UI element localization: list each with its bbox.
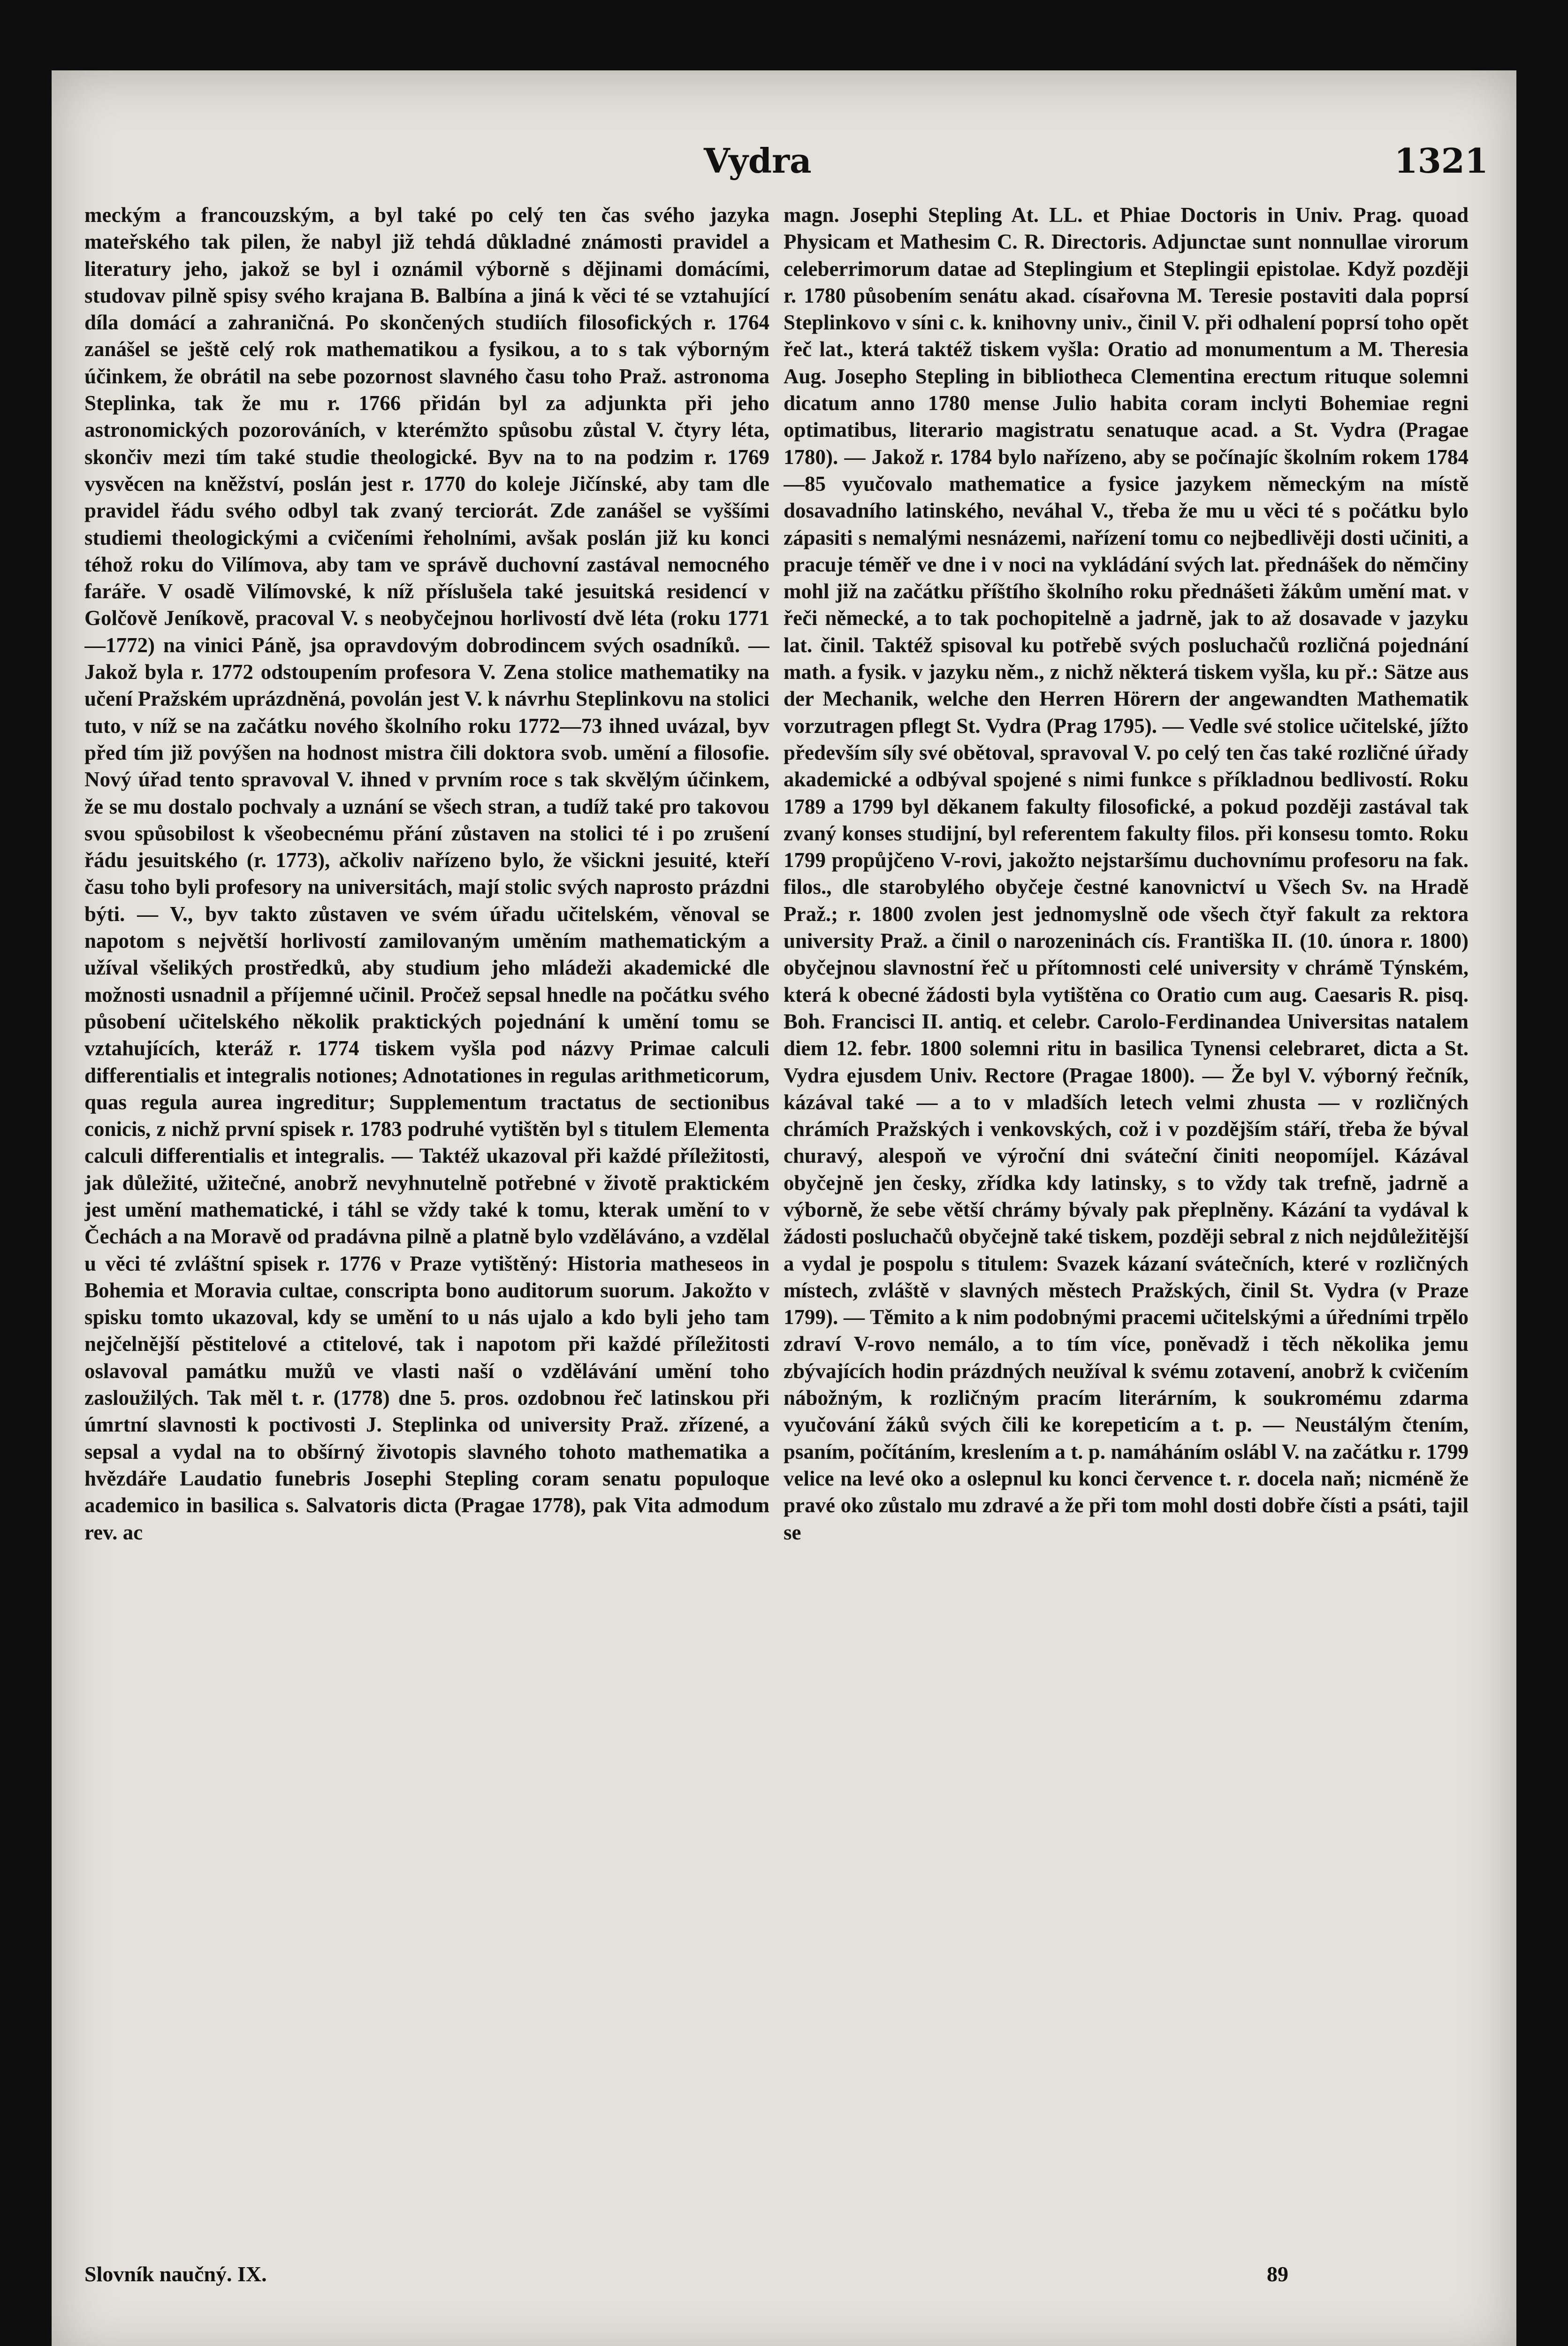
page-number: 1321 bbox=[1394, 141, 1488, 181]
printer-signature: Slovník naučný. IX. bbox=[84, 2262, 267, 2286]
running-title: Vydra bbox=[704, 141, 812, 181]
book-page bbox=[52, 70, 1516, 2346]
page-footer bbox=[84, 2262, 1488, 2299]
sheet-mark: 89 bbox=[1267, 2262, 1288, 2286]
page-header bbox=[52, 141, 1516, 192]
left-column bbox=[84, 202, 769, 2257]
left-column-text: meckým a francouzským, a byl také po celý ten čas svého jazyka mateřského tak pilen, že nabyl již tehdá důkladné známosti pravidel a literatury jeho, jakož se byl i oznámil výborně s dějinami domácími, studovav pilně spisy svého krajana B. Balbína a jiná k věci té se vztahující díla domácí a zahraničná. Po skončených studiích filosofických r. 1764 zanášel se ještě celý rok mathematikou a fysikou, a to s tak výborným účinkem, že obrátil na sebe pozornost slavného času toho Praž. astronoma Steplinka, tak že mu r. 1766 přidán byl za adjunkta při jeho astronomických pozorováních, v kterémžto spůsobu zůstal V. čtyry léta, skončiv mezi tím také studie theologické. Byv na to na podzim r. 1769 vysvěcen na kněžství, poslán jest r. 1770 do koleje Jičínské, aby tam dle pravidel řádu svého odbyl tak zvaný terciorát. Zde zanášel se vyššími studiemi theologickými a cvičeními řeholními, avšak poslán již ku konci téhož roku do Vilímova, aby tam ve správě duchovní zastával nemocného faráře. V osadě Vilímovské, k níž příslušela také jesuitská residencí v Golčově Jeníkově, pracoval V. s neobyčejnou horlivostí dvě léta (roku 1771—1772) na vinici Páně, jsa opravdovým dobrodincem svých osadníků. — Jakož byla r. 1772 odstoupením profesora V. Zena stolice mathematiky na učení Pražském uprázdněná, povolán jest V. k návrhu Steplinkovu na stolici tuto, v níž se na začátku nového školního roku 1772—73 ihned uvázal, byv před tím již povýšen na hodnost mistra čili doktora svob. umění a filosofie. Nový úřad tento spravoval V. ihned v prvním roce s tak skvělým účinkem, že se mu dostalo pochvaly a uznání se všech stran, a tudíž také pro takovou svou spůsobilost k všeobecnému přání zůstaven na stolici té i po zrušení řádu jesuitského (r. 1773), ačkoliv nařízeno bylo, že všickni jesuité, kteří času toho byli profesory na universitách, mají stolic svých naprosto prázdni býti. — V., byv takto zůstaven ve svém úřadu učitelském, věnoval se napotom s největší horlivostí zamilovaným uměním mathematickým a užíval všelikých prostředků, aby studium jeho mládeži akademické dle možnosti usnadnil a příjemné učinil. Pročež sepsal hnedle na počátku svého působení učitelského několik praktických pojednání k umění tomu se vztahujících, kteráž r. 1774 tiskem vyšla pod názvy Primae calculi differentialis et integralis notiones; Adnotationes in regulas arithmeticorum, quas regula aurea ingreditur; Supplementum tractatus de sectionibus conicis, z nichž první spisek r. 1783 podruhé vytištěn byl s titulem Elementa calculi differentialis et integralis. — Taktéž ukazoval při každé příležitosti, jak důležité, užitečné, anobrž nevyhnutelně potřebné v životě praktickém jest umění mathematické, i táhl se vždy také k tomu, kterak umění to v Čechách a na Moravě od pradávna pilně a platně bylo vzděláváno, a vzdělal u věci té zvláštní spisek r. 1776 v Praze vytištěný: Historia matheseos in Bohemia et Moravia cultae, conscripta bono auditorum suorum. Jakožto v spisku tomto ukazoval, kdy se umění to u nás ujalo a kdo byli jeho tam nejčelnější pěstitelové a ctitelové, tak i napotom při každé příležitosti oslavoval památku mužů ve vlasti naší o vzdělávání umění toho zasloužilých. Tak měl t. r. (1778) dne 5. pros. ozdobnou řeč latinskou při úmrtní slavnosti k poctivosti J. Steplinka od university Praž. zřízené, a sepsal a vydal na to obšírný životopis slavného tohoto mathematika a hvězdáře Laudatio funebris Josephi Stepling coram senatu populoque academico in basilica s. Salvatoris dicta (Pragae 1778), pak Vita admodum rev. ac bbox=[84, 203, 769, 1544]
right-column bbox=[784, 202, 1469, 2257]
right-column-text: magn. Josephi Stepling At. LL. et Phiae Doctoris in Univ. Prag. quoad Physicam et Mathesim C. R. Directoris. Adjunctae sunt nonnullae virorum celeberrimorum datae ad Steplingium et Steplingii epistolae. Když později r. 1780 působením senátu akad. císařovna M. Teresie postaviti dala poprsí Steplinkovo v síni c. k. knihovny univ., činil V. při odhalení poprsí toho opět řeč lat., která taktéž tiskem vyšla: Oratio ad monumentum a M. Theresia Aug. Josepho Stepling in bibliotheca Clementina erectum rituque solemni dicatum anno 1780 mense Julio habita coram inclyti Bohemiae regni optimatibus, literario magistratu senatuque acad. a St. Vydra (Pragae 1780). — Jakož r. 1784 bylo nařízeno, aby se počínajíc školním rokem 1784—85 vyučovalo mathematice a fysice jazykem německým na místě dosavadního latinského, neváhal V., třeba že mu u věci té s počátku bylo zápasiti s nemalými nesnázemi, nařízení tomu co nejbedlivěji dosti učiniti, a pracuje téměř ve dne i v noci na vykládání svých lat. přednášek do němčiny mohl již na začátku příštího školního roku přednášeti žákům umění mat. v řeči německé, a to tak pochopitelně a jadrně, jak to až dosavade v jazyku lat. činil. Taktéž spisoval ku potřebě svých posluchačů rozličná pojednání math. a fysik. v jazyku něm., z nichž některá tiskem vyšla, ku př.: Sätze aus der Mechanik, welche den Herren Hörern der angewandten Mathematik vorzutragen pflegt St. Vydra (Prag 1795). — Vedle své stolice učitelské, jížto především síly své obětoval, spravoval V. po celý ten čas také rozličné úřady akademické a odbýval spojené s nimi funkce s příkladnou bedlivostí. Roku 1789 a 1799 byl děkanem fakulty filosofické, a pokud později zastával tak zvaný konses studijní, byl referentem fakulty filos. při konsesu tomto. Roku 1799 propůjčeno V-rovi, jakožto nejstaršímu duchovnímu profesoru na fak. filos., dle starobylého obyčeje čestné kanovnictví u Všech Sv. na Hradě Praž.; r. 1800 zvolen jest jednomyslně ode všech čtyř fakult za rektora university Praž. a činil o narozeninách cís. Františka II. (10. února r. 1800) obyčejnou slavnostní řeč u přítomnosti celé university v chrámě Týnském, která k obecné žádosti byla vytištěna co Oratio cum aug. Caesaris R. pisq. Boh. Francisci II. antiq. et celebr. Carolo-Ferdinandea Universitas natalem diem 12. febr. 1800 solemni ritu in basilica Tynensi celebraret, dicta a St. Vydra ejusdem Univ. Rectore (Pragae 1800). — Že byl V. výborný řečník, kázával také — a to v mladších letech velmi zhusta — v rozličných chrámích Pražských i venkovských, což i v pozdějším stáří, třeba že býval churavý, alespoň ve výroční dni sváteční činiti neopomíjel. Kázával obyčejně jen česky, zřídka kdy latinsky, s to vždy tak trefně, jadrně a výborně, že sebe větší chrámy bývaly pak přeplněny. Kázání ta vydával k žádosti posluchačů obyčejně také tiskem, později sebral z nich nejdůležitější a vydal je pospolu s titulem: Svazek kázaní svátečních, které v rozličných místech, zvláště v slavných městech Pražských, činil St. Vydra (v Praze 1799). — Těmito a k nim podobnými pracemi učitelskými a úředními trpělo zdraví V-rovo nemálo, a to tím více, poněvadž i těch několika jemu zbývajících hodin prázdných neužíval k svému zotavení, anobrž k cvičením nábožným, k rozličným pracím literárním, k soukromému zdarma vyučování žáků svých čili ke korepeticím a t. p. — Neustálým čtením, psaním, počítáním, kreslením a t. p. namáháním oslábl V. na začátku r. 1799 velice na levé oko a oslepnul ku konci července t. r. docela naň; nicméně že pravé oko zůstalo mu zdravé a že při tom mohl dosti dobře čísti a psáti, tajil se bbox=[784, 203, 1469, 1544]
